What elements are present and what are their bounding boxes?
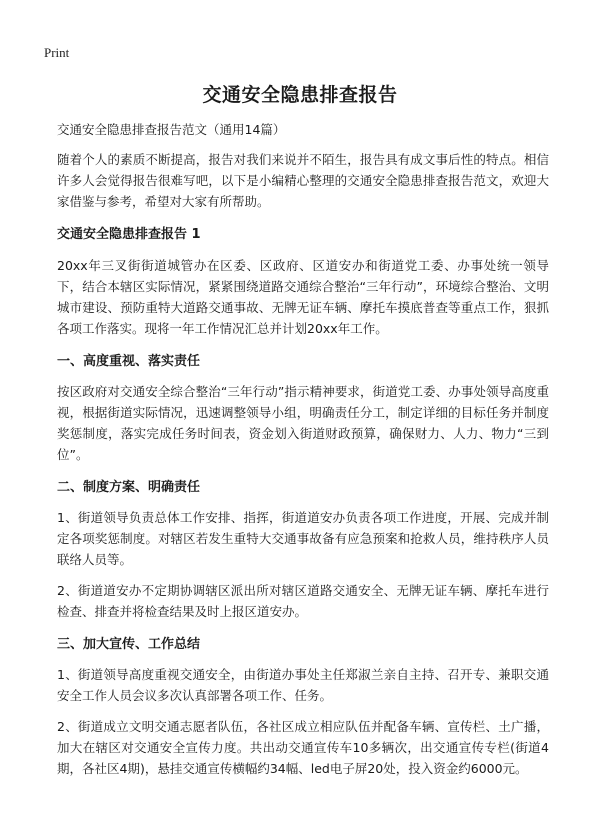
section-heading-1: 一、高度重视、落实责任: [57, 354, 201, 369]
intro-paragraph: 随着个人的素质不断提高，报告对我们来说并不陌生，报告具有成文事后性的特点。相信许多人会觉得报告很难写吧，以下是小编精心整理的交通安全隐患排查报告范文，欢迎大家借鉴与参考，希望对大家有所帮助。: [57, 152, 549, 209]
print-link[interactable]: Print: [44, 45, 70, 60]
section-3-paragraph-1: 1、街道领导高度重视交通安全，由街道办事处主任郑淑兰亲自主持、召开专、兼职交通安全工作人员会议多次认真部署各项工作、任务。: [57, 667, 549, 703]
report-heading: 交通安全隐患排查报告 1: [57, 227, 201, 242]
section-3-paragraph-2: 2、街道成立文明交通志愿者队伍，各社区成立相应队伍并配备车辆、宣传栏、土广播，加大在辖区对交通安全宣传力度。共出动交通宣传车10多辆次，出交通宣传专栏(街道4期，各社区4期)，悬挂交通宣传横幅约34幅、led电子屏20处，投入资金约6000元。: [57, 719, 549, 776]
report-intro-paragraph: 20xx年三叉街街道城管办在区委、区政府、区道安办和街道党工委、办事处统一领导下，结合本辖区实际情况，紧紧围绕道路交通综合整治“三年行动”，环境综合整治、文明城市建设、预防重特大道路交通事故、无牌无证车辆、摩托车摸底普查等重点工作，狠抓各项工作落实。现将一年工作情况汇总并计划20xx年工作。: [57, 258, 549, 336]
section-2-paragraph-1: 1、街道领导负责总体工作安排、指挥，街道道安办负责各项工作进度，开展、完成并制定各项奖惩制度。对辖区若发生重特大交通事故备有应急预案和抢救人员，维持秩序人员联络人员等。: [57, 510, 549, 567]
section-2-paragraph-2: 2、街道道安办不定期协调辖区派出所对辖区道路交通安全、无牌无证车辆、摩托车进行检查、排查并将检查结果及时上报区道安办。: [57, 583, 549, 619]
section-heading-2: 二、制度方案、明确责任: [57, 480, 201, 495]
section-1-paragraph-1: 按区政府对交通安全综合整治“三年行动”指示精神要求，街道党工委、办事处领导高度重视，根据街道实际情况，迅速调整领导小组，明确责任分工，制定详细的目标任务并制度奖惩制度，落实完成任务时间表，资金划入街道财政预算，确保财力、人力、物力“三到位”。: [57, 384, 549, 462]
document-subtitle: 交通安全隐患排查报告范文（通用14篇）: [57, 122, 286, 137]
section-heading-3: 三、加大宣传、工作总结: [57, 637, 201, 652]
document-title: 交通安全隐患排查报告: [202, 84, 398, 106]
document-body: [57, 119, 549, 791]
